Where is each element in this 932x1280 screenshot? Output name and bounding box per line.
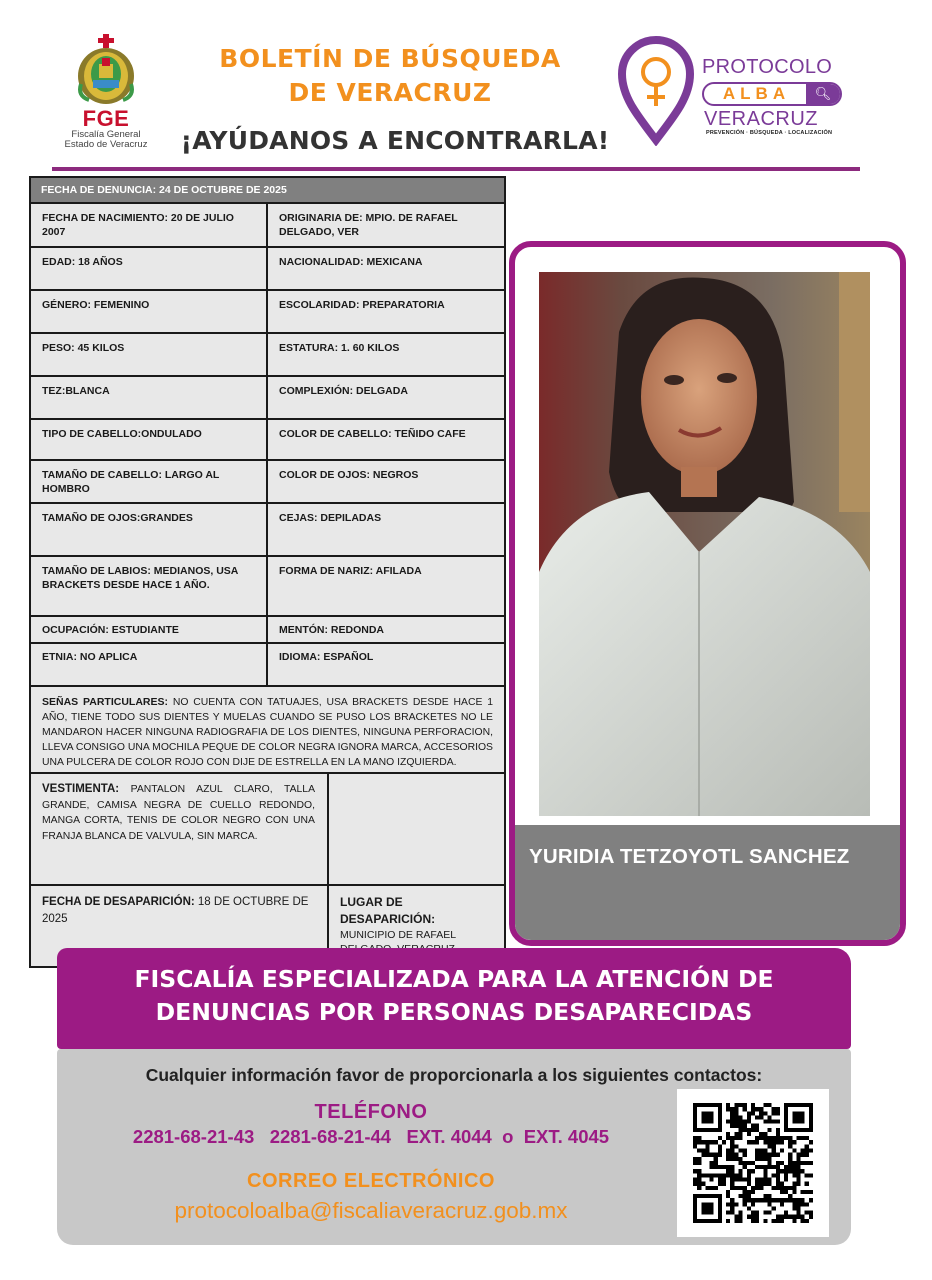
bulletin-title-line-2: DE VERACRUZ (288, 78, 492, 107)
protocolo-alba-logo (616, 36, 848, 146)
fge-letters: FGE (82, 106, 130, 131)
table-row (31, 334, 504, 377)
table-row (31, 617, 504, 644)
table-row (31, 774, 504, 886)
fge-logo (58, 34, 154, 156)
location-pin-female-icon (616, 36, 696, 146)
lip-size: TAMAÑO DE LABIOS: MEDIANOS, USA BRACKETS DESDE HACE 1 AÑO. (31, 557, 268, 615)
table-row (31, 204, 504, 248)
email-title: CORREO ELECTRÓNICO (247, 1170, 495, 1192)
birth-date: FECHA DE NACIMIENTO: 20 DE JULIO 2007 (31, 204, 268, 246)
build: COMPLEXIÓN: DELGADA (279, 385, 408, 397)
bulletin-title-line-1: BOLETÍN DE BÚSQUEDA (219, 44, 561, 73)
age: EDAD: 18 AÑOS (31, 248, 268, 289)
complexion-skin: TEZ:BLANCA (31, 377, 268, 418)
person-info-table (29, 176, 506, 968)
origin: ORIGINARIA DE: MPIO. DE RAFAEL DELGADO, VER (279, 212, 458, 238)
distinguishing-marks-value: NO CUENTA CON TATUAJES, USA BRACKETS DESDE HACE 1 AÑO, TIENE TODO SUS DIENTES Y MUELAS CUANDO SE PUSO LOS BRACKETES NO LE MANDARON HACER NINGUNA RADIOGRAFIA DE LOS DIENTES, NINGUNA PERFORACION, LLEVA CONSIGO UNA MOCHILA PEQUE DE COLOR NEGRA IGNORA MARCA, ACCESORIOS UNA PULCERA DE COLOR ROJO CON DIJE DE ESTRELLA EN LA MANO IZQUIERDA. (42, 697, 494, 768)
eye-size: TAMAÑO DE OJOS:GRANDES (31, 504, 268, 555)
table-row (31, 644, 504, 687)
agency-name-line-2: DENUNCIAS POR PERSONAS DESAPARECIDAS (155, 998, 753, 1026)
alba-text: ALBA (722, 84, 791, 103)
table-row (31, 420, 504, 461)
chin: MENTÓN: REDONDA (279, 624, 384, 636)
qr-code[interactable] (677, 1089, 829, 1237)
search-icon: 🔍︎ (806, 84, 840, 104)
alba-veracruz-text: VERACRUZ (704, 108, 819, 130)
disappearance-place-value: MUNICIPIO DE RAFAEL (340, 929, 456, 941)
occupation: OCUPACIÓN: ESTUDIANTE (31, 617, 268, 642)
hair-length: TAMAÑO DE CABELLO: LARGO AL HOMBRO (31, 461, 268, 502)
contact-intro: Cualquier información favor de proporcionarla a los siguientes contactos: (145, 1065, 763, 1085)
hair-type: TIPO DE CABELLO:ONDULADO (31, 420, 268, 459)
table-row (31, 504, 504, 557)
table-row (31, 248, 504, 291)
nose-shape: FORMA DE NARIZ: AFILADA (279, 565, 422, 577)
slogan: ¡AYÚDANOS A ENCONTRARLA! (180, 126, 610, 155)
fge-subtitle-1: Fiscalía General (71, 129, 141, 140)
disappearance-place-label: LUGAR DE DESAPARICIÓN: (340, 895, 436, 926)
qr-code-icon (692, 1103, 814, 1223)
agency-name-line-1: FISCALÍA ESPECIALIZADA PARA LA ATENCIÓN DE (134, 965, 774, 993)
clothing (31, 774, 329, 884)
name-panel (515, 825, 900, 946)
email-link[interactable]: protocoloalba@fiscaliaveracruz.gob.mx (174, 1198, 568, 1223)
education: ESCOLARIDAD: PREPARATORIA (279, 299, 445, 311)
table-row (31, 557, 504, 617)
table-row (31, 461, 504, 504)
distinguishing-marks-label: SEÑAS PARTICULARES: (42, 696, 169, 708)
eyebrows: CEJAS: DEPILADAS (279, 512, 382, 524)
fge-subtitle-2: Estado de Veracruz (64, 139, 148, 150)
photo-card (509, 241, 906, 946)
empty-cell (329, 774, 504, 884)
missing-person-photo (539, 272, 870, 816)
ethnicity: ETNIA: NO APLICA (31, 644, 268, 685)
language: IDIOMA: ESPAÑOL (279, 651, 374, 663)
height: ESTATURA: 1. 60 KILOS (279, 342, 400, 354)
clothing-value: PANTALON AZUL CLARO, TALLA GRANDE, CAMISA NEGRA DE CUELLO REDONDO, MANGA CORTA, TENIS DE COLOR NEGRO CON UNA FRANJA BLANCA DE VALVULA, SIN MARCA. (42, 784, 315, 842)
coat-of-arms-icon (75, 34, 137, 106)
clothing-label: VESTIMENTA: (42, 783, 120, 795)
table-header-row (31, 178, 504, 204)
contact-panel (57, 1049, 851, 1245)
gender: GÉNERO: FEMENINO (31, 291, 268, 332)
alba-pill (702, 82, 842, 106)
table-row (31, 291, 504, 334)
table-row (31, 377, 504, 420)
agency-banner (57, 948, 851, 1049)
header-divider (52, 167, 860, 171)
hair-color: COLOR DE CABELLO: TEÑIDO CAFE (279, 428, 466, 440)
phone-title: TELÉFONO (314, 1101, 428, 1123)
alba-protocolo-text: PROTOCOLO (702, 56, 833, 78)
disappearance-date-label: FECHA DE DESAPARICIÓN: (42, 896, 195, 908)
portrait-image (539, 272, 870, 816)
table-row (31, 687, 504, 774)
distinguishing-marks (31, 687, 504, 772)
phone-numbers[interactable]: 2281-68-21-43 2281-68-21-44 EXT. 4044 o EXT. 4045 (132, 1126, 610, 1147)
person-name: YURIDIA TETZOYOTL SANCHEZ (529, 845, 850, 868)
eye-color: COLOR DE OJOS: NEGROS (279, 469, 419, 481)
alba-tagline: PREVENCIÓN · BÚSQUEDA · LOCALIZACIÓN (706, 130, 833, 136)
nationality: NACIONALIDAD: MEXICANA (279, 256, 423, 268)
disappearance-date-value: 18 DE OCTUBRE DE 2025 (42, 896, 309, 925)
weight: PESO: 45 KILOS (31, 334, 268, 375)
report-date: FECHA DE DENUNCIA: 24 DE OCTUBRE DE 2025 (41, 184, 287, 196)
